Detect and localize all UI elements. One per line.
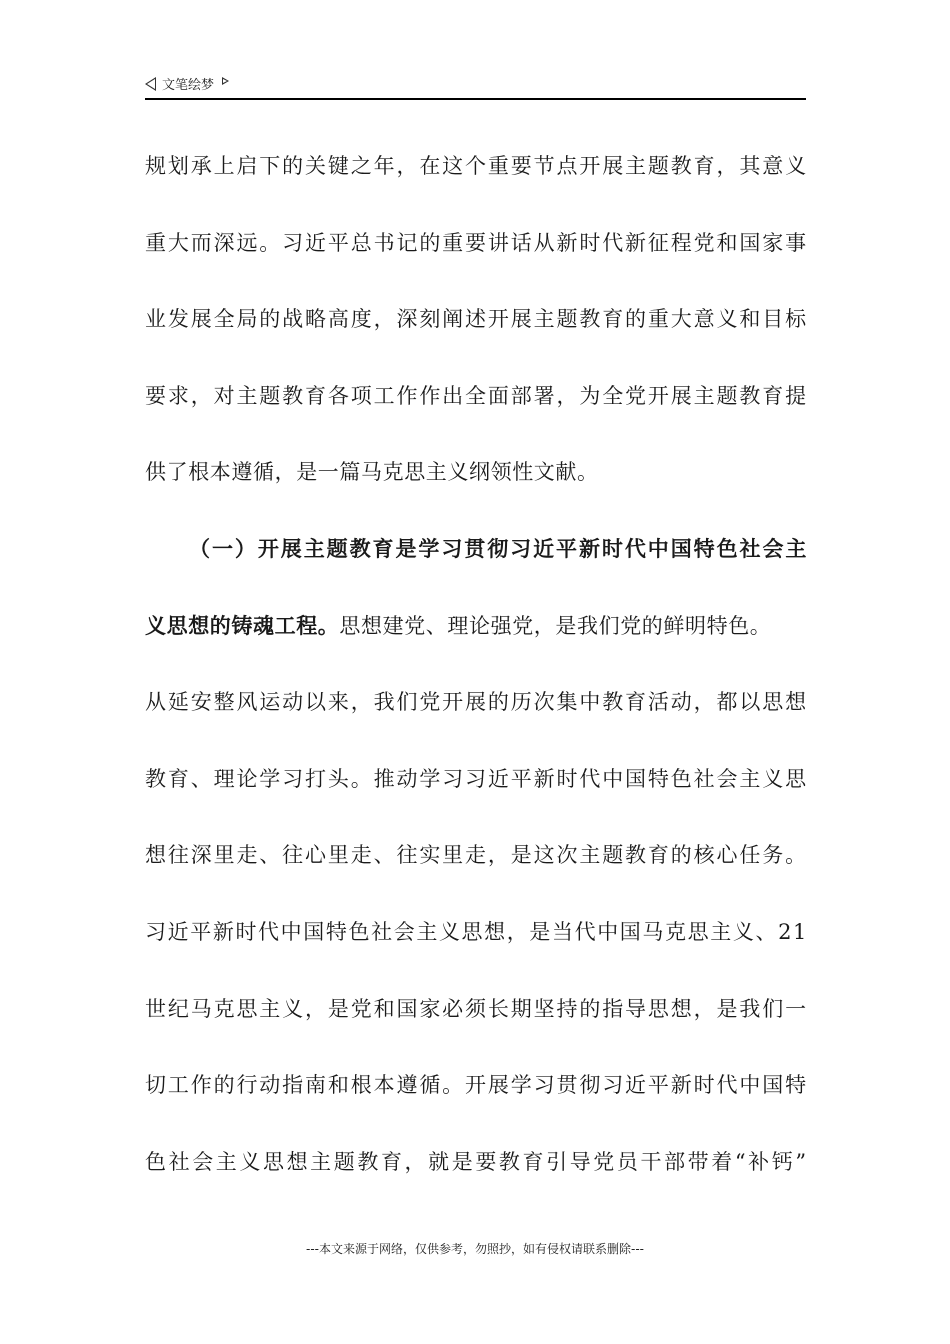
text-line: 供了根本遵循，是一篇马克思主义纲领性文献。	[145, 460, 599, 485]
document-body	[145, 128, 807, 1200]
text-line: 重 大 而 深 远 。 习 近 平 总 书 记 的 重 要 讲 话 从 新 时 代 新 征 程 党 和 国 家 事	[145, 230, 807, 255]
triangle-left-icon	[145, 77, 156, 91]
text-line: 习 近 平 新 时 代 中 国 特 色 社 会 主 义 思 想 ， 是 当 代 中 国 马 克 思 主 义 、 2 1	[145, 919, 807, 944]
text-line: 教 育 、 理 论 学 习 打 头 。 推 动 学 习 习 近 平 新 时 代 中 国 特 色 社 会 主 义 思	[145, 766, 807, 791]
text-line: 色 社 会 主 义 思 想 主 题 教 育 ， 就 是 要 教 育 引 导 党 员 干 部 带 着 “ 补 钙 ”	[145, 1149, 807, 1174]
text-line-mixed	[145, 588, 807, 665]
text-line: 要 求 ， 对 主 题 教 育 各 项 工 作 作 出 全 面 部 署 ， 为 全 党 开 展 主 题 教 育 提	[145, 383, 807, 408]
text-span: 思想建党、理论强党，是我们党的鲜明特色。	[339, 613, 772, 638]
text-line: 规 划 承 上 启 下 的 关 键 之 年 ， 在 这 个 重 要 节 点 开 展 主 题 教 育 ， 其 意 义	[145, 154, 807, 178]
page-header	[145, 74, 806, 100]
header-title: 文笔绘梦	[162, 78, 215, 93]
text-line: 想 往 深 里 走 、 往 心 里 走 、 往 实 里 走 ， 是 这 次 主 题 教 育 的 核 心 任 务 。	[145, 843, 807, 868]
triangle-right-icon	[222, 77, 229, 85]
text-line: 从 延 安 整 风 运 动 以 来 ， 我 们 党 开 展 的 历 次 集 中 教 育 活 动 ， 都 以 思 想	[145, 690, 807, 715]
section-heading-end: 义思想的铸魂工程。	[145, 612, 340, 638]
text-line: 业 发 展 全 局 的 战 略 高 度 ， 深 刻 阐 述 开 展 主 题 教 育 的 重 大 意 义 和 目 标	[145, 307, 807, 332]
page-footer: ---本文来源于网络，仅供参考，勿照抄，如有侵权请联系删除---	[306, 1242, 644, 1256]
text-line: 切 工 作 的 行 动 指 南 和 根 本 遵 循 。 开 展 学 习 贯 彻 习 近 平 新 时 代 中 国 特	[145, 1073, 807, 1098]
section-heading: （ 一 ） 开 展 主 题 教 育 是 学 习 贯 彻 习 近 平 新 时 代 中 国 特 色 社 会 主	[189, 535, 807, 561]
text-line: 世 纪 马 克 思 主 义 ， 是 党 和 国 家 必 须 长 期 坚 持 的 指 导 思 想 ， 是 我 们 一	[145, 996, 807, 1021]
